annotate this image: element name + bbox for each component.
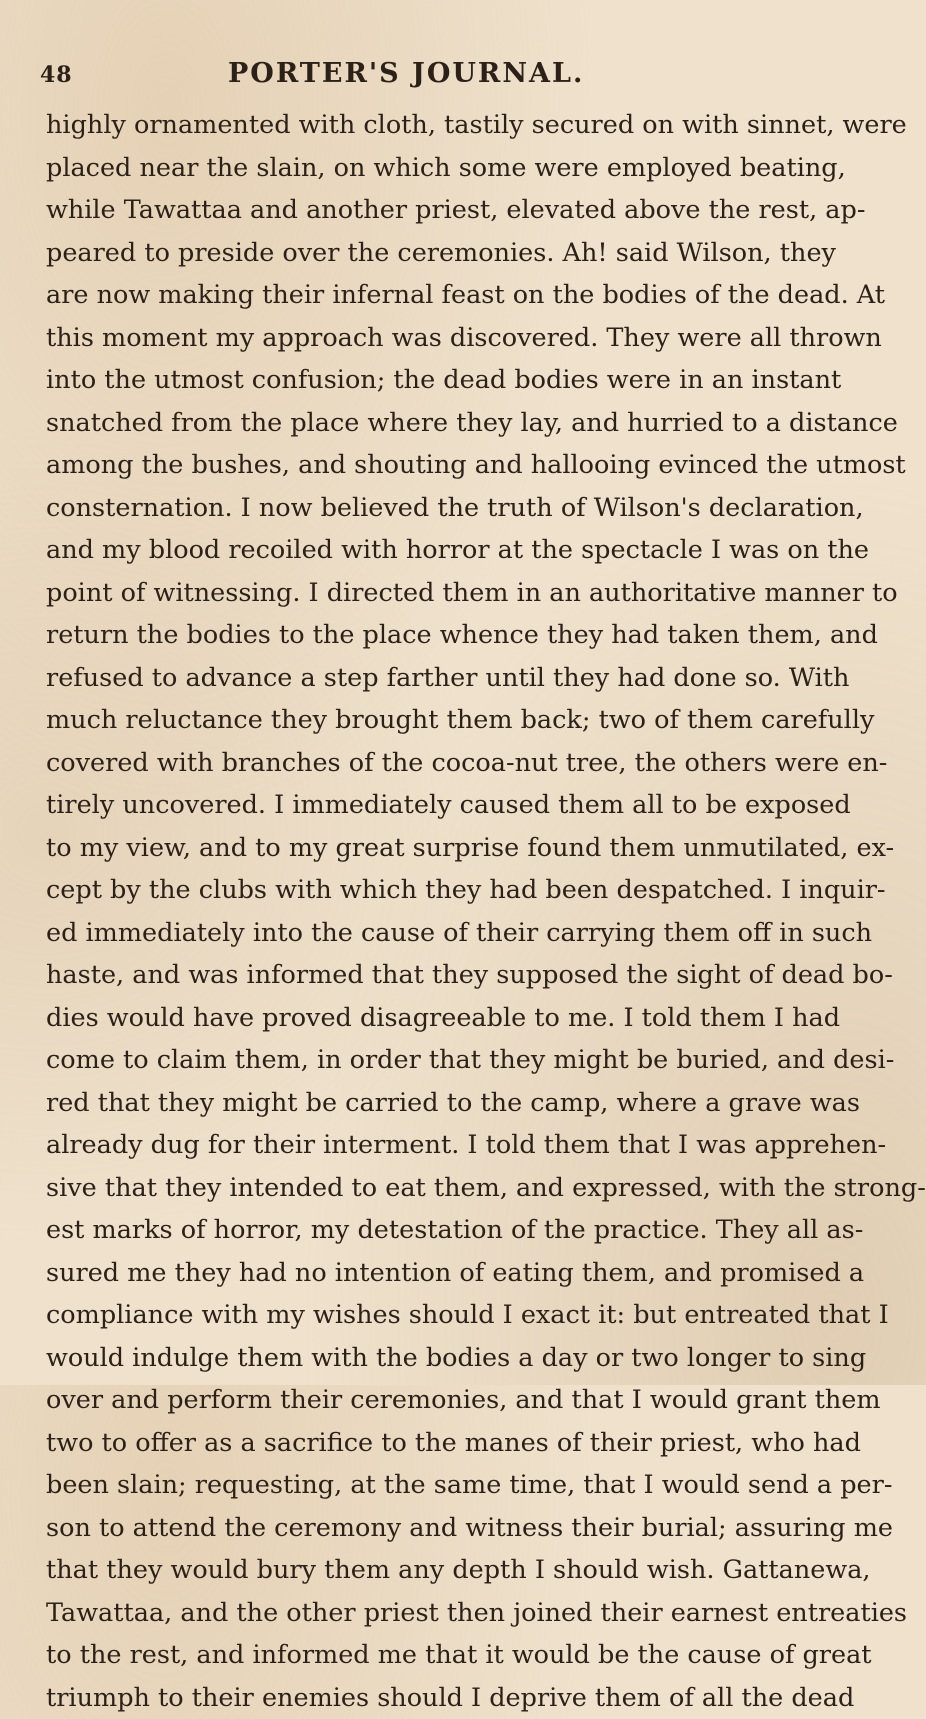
text-line: already dug for their interment. I told them that I was apprehen-: [46, 1124, 762, 1167]
text-line: among the bushes, and shouting and hallooing evinced the utmost: [46, 444, 762, 487]
text-line: refused to advance a step farther until they had done so. With: [46, 657, 762, 700]
running-head: [40, 52, 760, 92]
text-line: cept by the clubs with which they had been despatched. I inquir-: [46, 869, 762, 912]
page-number: 48: [40, 62, 73, 88]
text-line: son to attend the ceremony and witness their burial; assuring me: [46, 1507, 762, 1550]
text-line: this moment my approach was discovered. They were all thrown: [46, 317, 762, 360]
text-line: are now making their infernal feast on the bodies of the dead. At: [46, 274, 762, 317]
text-line: would indulge them with the bodies a day or two longer to sing: [46, 1337, 762, 1380]
text-line: return the bodies to the place whence they had taken them, and: [46, 614, 762, 657]
text-line: over and perform their ceremonies, and that I would grant them: [46, 1379, 762, 1422]
text-line: and my blood recoiled with horror at the spectacle I was on the: [46, 529, 762, 572]
text-line: triumph to their enemies should I deprive them of all the dead: [46, 1677, 762, 1719]
text-line: highly ornamented with cloth, tastily secured on with sinnet, were: [46, 104, 762, 147]
text-line: sured me they had no intention of eating them, and promised a: [46, 1252, 762, 1295]
body-text: [46, 104, 762, 1719]
text-line: red that they might be carried to the camp, where a grave was: [46, 1082, 762, 1125]
text-line: peared to preside over the ceremonies. Ah! said Wilson, they: [46, 232, 762, 275]
text-line: snatched from the place where they lay, and hurried to a distance: [46, 402, 762, 445]
running-title: PORTER'S JOURNAL.: [228, 58, 584, 89]
text-line: dies would have proved disagreeable to me. I told them I had: [46, 997, 762, 1040]
text-line: compliance with my wishes should I exact it: but entreated that I: [46, 1294, 762, 1337]
text-line: to my view, and to my great surprise found them unmutilated, ex-: [46, 827, 762, 870]
text-line: Tawattaa, and the other priest then joined their earnest entreaties: [46, 1592, 762, 1635]
text-line: come to claim them, in order that they might be buried, and desi-: [46, 1039, 762, 1082]
text-line: sive that they intended to eat them, and expressed, with the strong-: [46, 1167, 762, 1210]
text-line: placed near the slain, on which some were employed beating,: [46, 147, 762, 190]
text-line: that they would bury them any depth I should wish. Gattanewa,: [46, 1549, 762, 1592]
text-line: ed immediately into the cause of their carrying them off in such: [46, 912, 762, 955]
text-line: covered with branches of the cocoa-nut tree, the others were en-: [46, 742, 762, 785]
text-line: consternation. I now believed the truth of Wilson's declaration,: [46, 487, 762, 530]
text-line: much reluctance they brought them back; two of them carefully: [46, 699, 762, 742]
text-line: point of witnessing. I directed them in an authoritative manner to: [46, 572, 762, 615]
text-line: while Tawattaa and another priest, elevated above the rest, ap-: [46, 189, 762, 232]
text-line: been slain; requesting, at the same time, that I would send a per-: [46, 1464, 762, 1507]
text-line: two to offer as a sacrifice to the manes of their priest, who had: [46, 1422, 762, 1465]
text-line: est marks of horror, my detestation of the practice. They all as-: [46, 1209, 762, 1252]
text-line: to the rest, and informed me that it would be the cause of great: [46, 1634, 762, 1677]
text-line: into the utmost confusion; the dead bodies were in an instant: [46, 359, 762, 402]
text-line: haste, and was informed that they supposed the sight of dead bo-: [46, 954, 762, 997]
text-line: tirely uncovered. I immediately caused them all to be exposed: [46, 784, 762, 827]
